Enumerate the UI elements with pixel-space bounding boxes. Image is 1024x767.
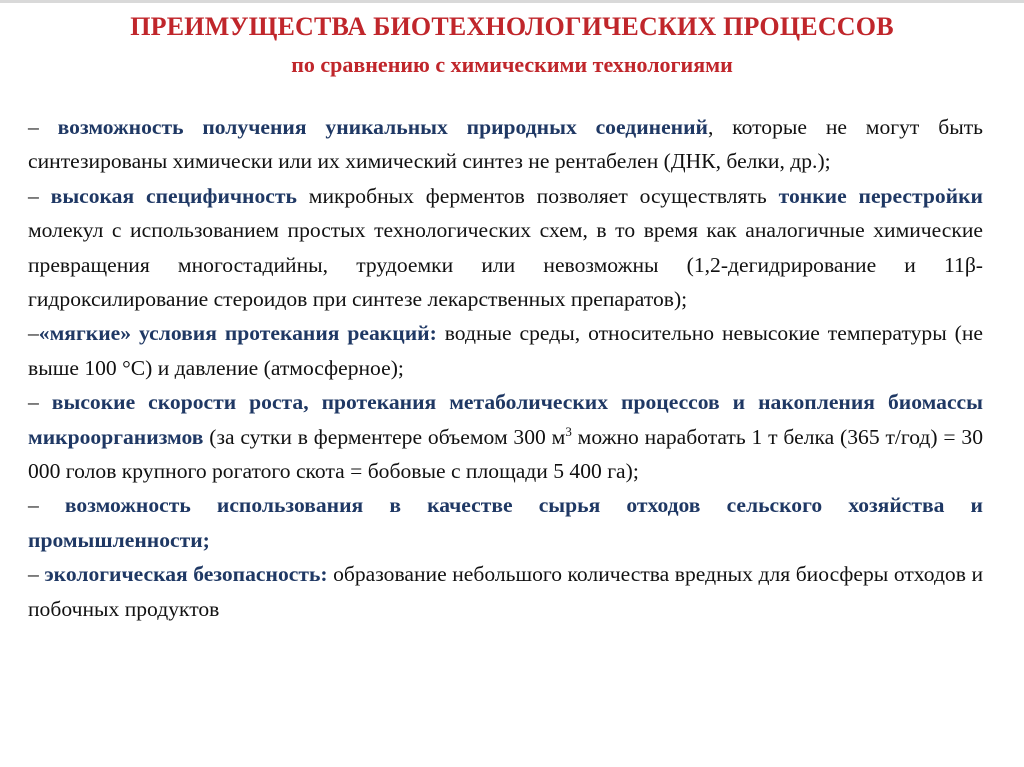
item-dash: – [28,183,51,208]
item-text-continued: молекул с использованием простых технологических схем, в то время как аналогичные химические превращения многостадийны, трудоемки или невозможны (1,2-дегидрирование и 11β-гидроксилирование стероидов при синтезе лекарственных препаратов); [28,218,983,312]
list-item-waste-raw-materials [28,488,983,557]
list-item-mild-conditions [28,316,983,385]
item-text-continued: можно наработать 1 т белка (365 т/год) = 30 000 голов крупного рогатого скота = бобовые с площади 5 400 га); [28,424,984,484]
item-heading: высокая специфичность [50,183,297,208]
advantages-list [28,110,983,626]
item-text: (за сутки в ферментере объемом 300 м [203,424,566,449]
item-heading-secondary: тонкие перестройки [778,183,983,208]
list-item-growth-rates [28,385,983,488]
item-text: образование небольшого количества вредных для биосферы отходов и побочных продуктов [28,562,984,621]
item-text: , которые не могут быть синтезированы химически или их химический синтез не рентабелен (ДНК, белки, др.); [28,115,983,174]
list-item-specificity [28,179,983,317]
top-divider [0,0,1024,3]
item-heading: возможность использования в качестве сырья отходов сельского хозяйства и промышленности; [28,493,983,552]
list-item-unique-compounds [28,110,983,179]
item-dash: – [28,493,65,518]
item-text: водные среды, относительно невысокие температуры (не выше 100 °С) и давление (атмосферное); [28,321,983,380]
item-dash: – [28,115,58,139]
item-heading: высокие скорости роста, протекания метаболических процессов и накопления биомассы микроорганизмов [28,390,983,449]
item-dash: – [28,390,52,415]
slide-subtitle: по сравнению с химическими технологиями [291,52,733,77]
item-text: микробных ферментов позволяет осуществлять [296,183,779,208]
slide-title: ПРЕИМУЩЕСТВА БИОТЕХНОЛОГИЧЕСКИХ ПРОЦЕССОВ [130,12,894,41]
list-item-ecological-safety [28,557,983,626]
item-dash: – [28,321,39,346]
item-dash: – [28,562,45,587]
item-heading: экологическая безопасность: [44,562,328,587]
item-heading: возможность получения уникальных природных соединений [57,115,708,139]
superscript-three: 3 [565,423,572,439]
item-heading: «мягкие» условия протекания реакций: [38,321,437,346]
